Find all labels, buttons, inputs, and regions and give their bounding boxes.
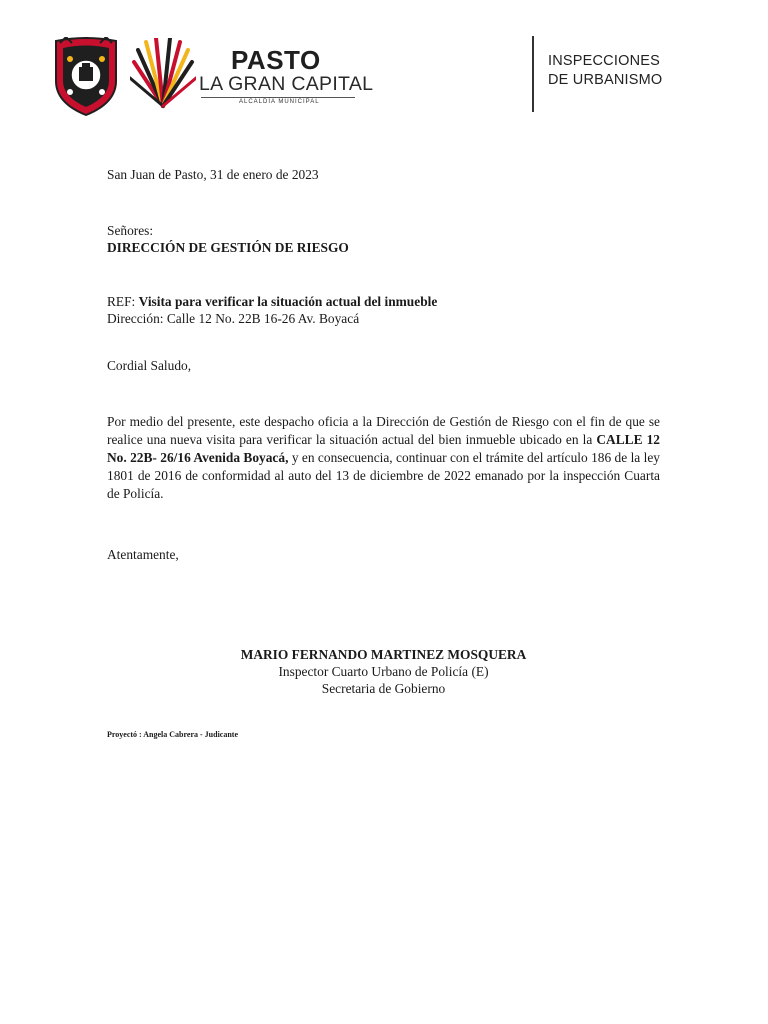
greeting: Cordial Saludo, [107,358,192,373]
body-text-2: y en consecuencia, continuar con el trámite del artículo 186 de la ley 1801 de 2016 de conformidad al auto del 13 de diciembre de 2022 emanado por la inspección Cuarta de Policía. [107,450,660,501]
brand-rule [201,97,355,98]
salutation-to: Señores: [107,223,154,238]
brand-title: PASTO [231,45,321,75]
brand-subtitle: LA GRAN CAPITAL [199,73,374,95]
header-divider [532,36,534,112]
department-line-2: DE URBANISMO [548,72,663,88]
signer-office: Secretaria de Gobierno [321,681,446,696]
signer-title: Inspector Cuarto Urbano de Policía (E) [278,664,489,679]
letterhead [0,0,768,130]
signer-name: MARIO FERNANDO MARTINEZ MOSQUERA [240,647,527,662]
closing: Atentamente, [107,547,179,562]
body-paragraph [107,413,660,503]
body-address-bold: CALLE 12 No. 22B- 26/16 Avenida Boyacá, [107,432,660,465]
department-name [548,52,662,90]
signature-block [107,646,660,697]
coat-of-arms-icon [50,37,122,117]
ref-label: REF: [107,294,136,309]
pasto-fan-logo-icon [130,38,196,110]
recipient: DIRECCIÓN DE GESTIÓN DE RIESGO [107,240,349,255]
brand-tagline: ALCALDÍA MUNICIPAL [239,99,320,105]
reference-line [107,293,437,311]
projected-by-note: Proyectó : Angela Cabrera - Judicante [107,730,239,739]
body-text-1: Por medio del presente, este despacho oficia a la Dirección de Gestión de Riesgo con el fin de que se realice una nueva visita para verificar la situación actual del bien inmueble ubicado en la [107,414,660,447]
date-line: San Juan de Pasto, 31 de enero de 2023 [107,167,319,182]
address-line: Dirección: Calle 12 No. 22B 16-26 Av. Boyacá [107,311,360,326]
department-line-1: INSPECCIONES [548,53,660,69]
ref-subject: Visita para verificar la situación actual del inmueble [138,294,438,309]
